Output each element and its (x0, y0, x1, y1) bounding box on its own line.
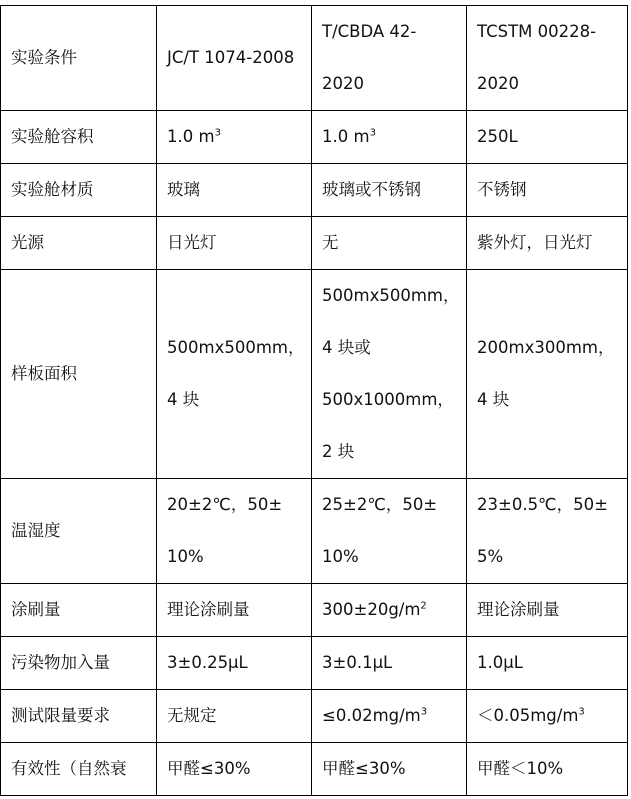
table-row (1, 479, 628, 584)
table-row (1, 164, 628, 217)
table-cell: 甲醛≤30% (157, 743, 312, 796)
table-row (1, 743, 628, 796)
header-cell: T/CBDA 42- 2020 (312, 6, 467, 111)
row-label: 污染物加入量 (1, 637, 157, 690)
header-cell: TCSTM 00228- 2020 (467, 6, 628, 111)
table-cell: 500mx500mm， 4 块或 500x1000mm， 2 块 (312, 270, 467, 479)
table-cell: 1.0 $m^3$ (312, 111, 467, 164)
table-cell: 不锈钢 (467, 164, 628, 217)
table-row (1, 690, 628, 743)
row-label: 实验舱容积 (1, 111, 157, 164)
table-cell: $<0.05mg/m^3$ (467, 690, 628, 743)
table-header-row (1, 6, 628, 111)
table-cell: 1.0μL (467, 637, 628, 690)
table-row (1, 217, 628, 270)
table-cell: 日光灯 (157, 217, 312, 270)
table-cell: 3±0.25μL (157, 637, 312, 690)
row-label: 样板面积 (1, 270, 157, 479)
row-label: 光源 (1, 217, 157, 270)
table-row (1, 584, 628, 637)
table-cell: $300\pm 20g/m^2$ (312, 584, 467, 637)
table-row (1, 637, 628, 690)
header-cell: 实验条件 (1, 6, 157, 111)
table-cell: 甲醛＜10% (467, 743, 628, 796)
row-label: 温湿度 (1, 479, 157, 584)
header-cell: JC/T 1074-2008 (157, 6, 312, 111)
table-cell: 无 (312, 217, 467, 270)
table-cell: 250L (467, 111, 628, 164)
table-cell: 玻璃或不锈钢 (312, 164, 467, 217)
table-cell: 甲醛≤30% (312, 743, 467, 796)
table-cell: 1.0 $m^3$ (157, 111, 312, 164)
table-cell: 20±2℃，50± 10% (157, 479, 312, 584)
table-cell: 玻璃 (157, 164, 312, 217)
table-cell: 理论涂刷量 (157, 584, 312, 637)
table-cell: $\le 0.02mg/m^3$ (312, 690, 467, 743)
table-cell: 500mx500mm， 4 块 (157, 270, 312, 479)
table-cell: 理论涂刷量 (467, 584, 628, 637)
table-cell: 25±2℃，50± 10% (312, 479, 467, 584)
row-label: 有效性（自然衰 (1, 743, 157, 796)
comparison-table (0, 5, 628, 796)
table-cell: 紫外灯，日光灯 (467, 217, 628, 270)
table-row (1, 270, 628, 479)
table-cell: 3±0.1μL (312, 637, 467, 690)
table-cell: 23±0.5℃，50± 5% (467, 479, 628, 584)
table-row (1, 111, 628, 164)
row-label: 涂刷量 (1, 584, 157, 637)
row-label: 实验舱材质 (1, 164, 157, 217)
row-label: 测试限量要求 (1, 690, 157, 743)
table-cell: 无规定 (157, 690, 312, 743)
table-cell: 200mx300mm， 4 块 (467, 270, 628, 479)
